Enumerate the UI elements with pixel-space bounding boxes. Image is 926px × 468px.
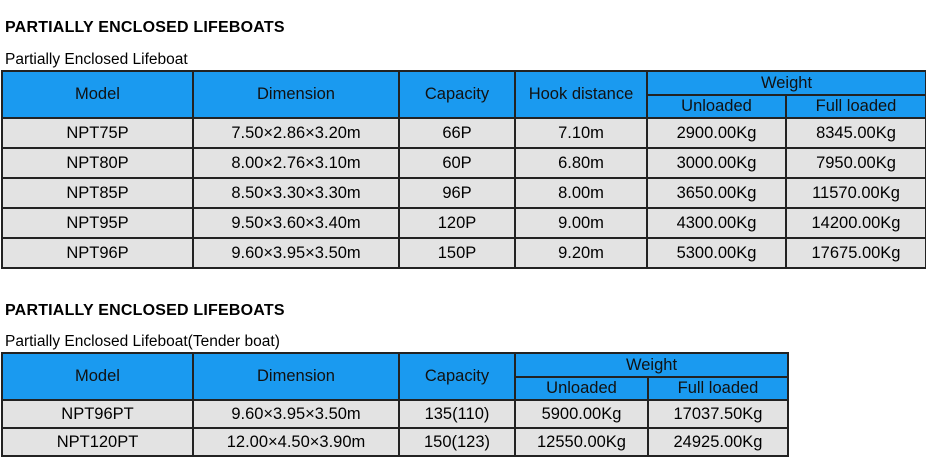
table-cell: 66P (399, 118, 515, 148)
table-cell: 12550.00Kg (515, 428, 648, 456)
table-cell: 11570.00Kg (786, 178, 926, 208)
header-unloaded: Unloaded (647, 95, 786, 118)
table-cell: 135(110) (399, 400, 515, 428)
table-cell: 8345.00Kg (786, 118, 926, 148)
header-weight: Weight (515, 353, 788, 377)
table-row (2, 148, 926, 178)
table-cell: 8.50×3.30×3.30m (193, 178, 399, 208)
table-cell: 17037.50Kg (648, 400, 788, 428)
table-cell: 9.00m (515, 208, 647, 238)
table-cell: 96P (399, 178, 515, 208)
header-weight: Weight (647, 71, 926, 95)
table-cell: 120P (399, 208, 515, 238)
header-full-loaded: Full loaded (786, 95, 926, 118)
section-subtitle-1: Partially Enclosed Lifeboat (5, 51, 188, 68)
table-cell: 5900.00Kg (515, 400, 648, 428)
table-cell: 4300.00Kg (647, 208, 786, 238)
table-cell: NPT95P (2, 208, 193, 238)
section-title-2: PARTIALLY ENCLOSED LIFEBOATS (5, 302, 285, 319)
header-capacity: Capacity (399, 71, 515, 118)
table-cell: 7.10m (515, 118, 647, 148)
table-row (2, 208, 926, 238)
table-cell: 8.00m (515, 178, 647, 208)
table-cell: 9.60×3.95×3.50m (193, 400, 399, 428)
header-model: Model (2, 71, 193, 118)
table-row (2, 118, 926, 148)
table-cell: NPT120PT (2, 428, 193, 456)
table-cell: NPT75P (2, 118, 193, 148)
table-cell: NPT80P (2, 148, 193, 178)
table-cell: 24925.00Kg (648, 428, 788, 456)
table-cell: 5300.00Kg (647, 238, 786, 268)
table-cell: NPT96PT (2, 400, 193, 428)
table-cell: 8.00×2.76×3.10m (193, 148, 399, 178)
lifeboat-table (1, 70, 926, 269)
table-cell: 7.50×2.86×3.20m (193, 118, 399, 148)
table-body (2, 118, 926, 268)
table-cell: 7950.00Kg (786, 148, 926, 178)
header-capacity: Capacity (399, 353, 515, 400)
table-cell: 60P (399, 148, 515, 178)
header-dimension: Dimension (193, 71, 399, 118)
tender-boat-table (1, 352, 789, 457)
header-dimension: Dimension (193, 353, 399, 400)
table-cell: NPT85P (2, 178, 193, 208)
table-row (2, 178, 926, 208)
table-row (2, 400, 788, 428)
table-cell: 9.50×3.60×3.40m (193, 208, 399, 238)
table-cell: 150(123) (399, 428, 515, 456)
header-model: Model (2, 353, 193, 400)
table-cell: 3650.00Kg (647, 178, 786, 208)
table-cell: 9.20m (515, 238, 647, 268)
table-row (2, 428, 788, 456)
table-cell: 9.60×3.95×3.50m (193, 238, 399, 268)
header-unloaded: Unloaded (515, 377, 648, 400)
section-subtitle-2: Partially Enclosed Lifeboat(Tender boat) (5, 333, 280, 350)
table-cell: 14200.00Kg (786, 208, 926, 238)
table-cell: NPT96P (2, 238, 193, 268)
table-cell: 150P (399, 238, 515, 268)
section-title-1: PARTIALLY ENCLOSED LIFEBOATS (5, 19, 285, 36)
table-cell: 6.80m (515, 148, 647, 178)
table-body (2, 400, 788, 456)
header-full-loaded: Full loaded (648, 377, 788, 400)
header-hook-distance: Hook distance (515, 71, 647, 118)
table-cell: 3000.00Kg (647, 148, 786, 178)
table-cell: 2900.00Kg (647, 118, 786, 148)
table-cell: 17675.00Kg (786, 238, 926, 268)
table-row (2, 238, 926, 268)
table-cell: 12.00×4.50×3.90m (193, 428, 399, 456)
